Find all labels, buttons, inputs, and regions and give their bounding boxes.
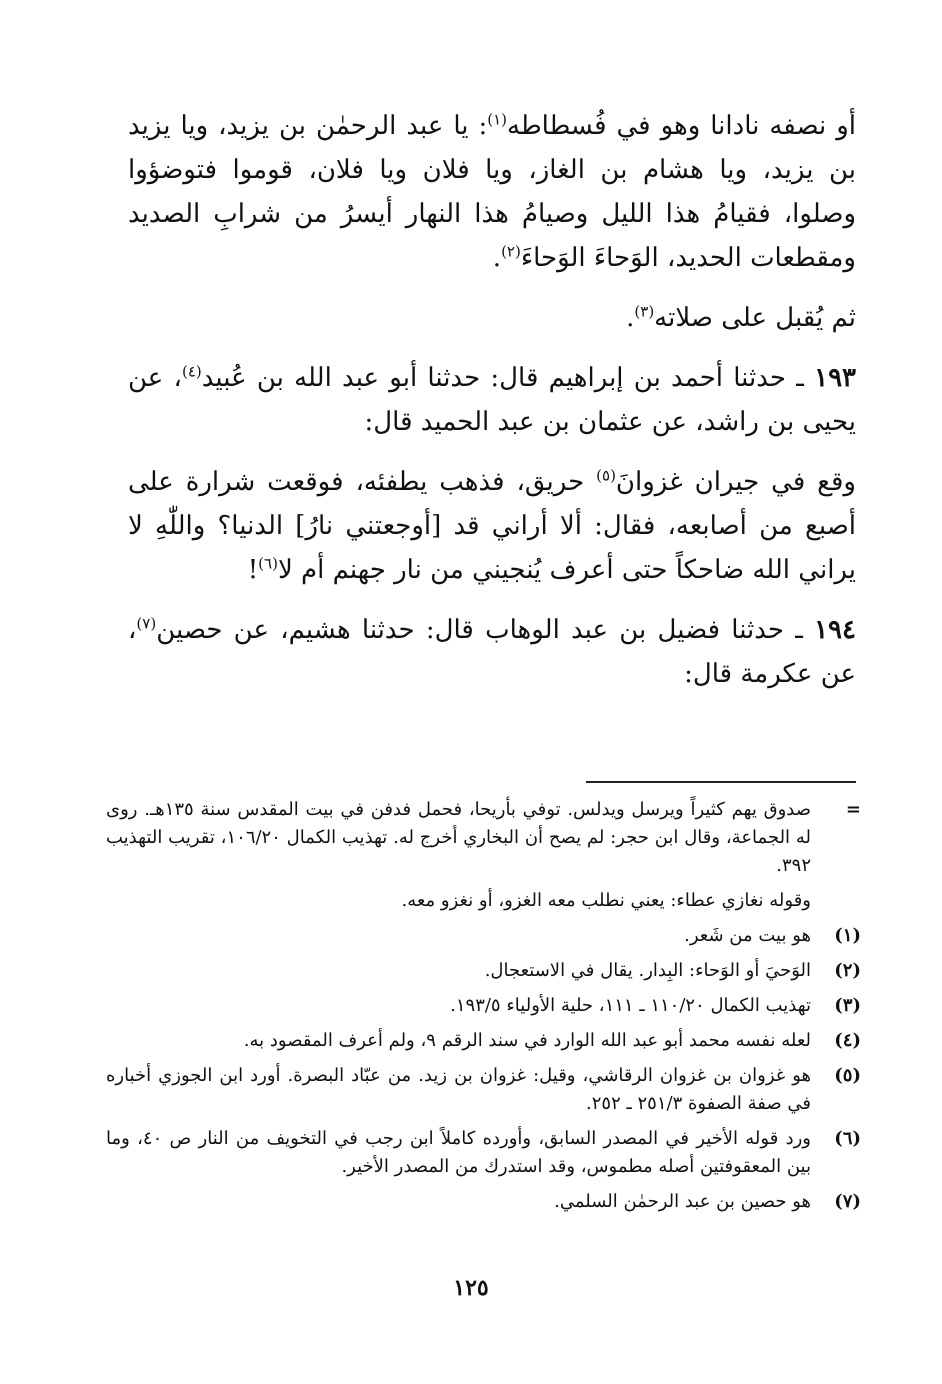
- paragraph-2-text-a: ثم يُقبل على صلاته: [654, 303, 856, 333]
- footnote-ref-4: (٤): [181, 362, 202, 381]
- paragraph-1-text-a: أو نصفه نادانا وهو في فُسطاطه: [507, 111, 856, 141]
- footnote-continuation-extra: وقوله نغازي عطاء: يعني نطلب معه الغزو، أو نغزو معه.: [401, 890, 811, 911]
- paragraph-4: [128, 460, 856, 592]
- paragraph-4-text-c: !: [247, 555, 259, 585]
- paragraph-2: [128, 296, 856, 340]
- footnote-ref-7: (٧): [136, 614, 157, 633]
- footnote-item: [106, 992, 861, 1020]
- footnote-item: [106, 1125, 861, 1181]
- paragraph-5-text-b: ، عن عكرمة قال:: [128, 615, 856, 689]
- footnote-text: لعله نفسه محمد أبو عبد الله الوارد في سند الرقم ٩، ولم أعرف المقصود به.: [243, 1030, 811, 1051]
- footnote-text: هو غزوان بن غزوان الرقاشي، وقيل: غزوان بن زيد. من عبّاد البصرة. أورد ابن الجوزي أخباره في صفة الصفوة ٢٥١/٣ ـ ٢٥٢.: [106, 1065, 811, 1114]
- footnote-marker: (٢): [834, 960, 861, 981]
- footnote-continuation: [106, 796, 861, 880]
- hadith-number-193: ١٩٣: [814, 363, 857, 393]
- paragraph-3-text-b: ، عن يحيى بن راشد، عن عثمان بن عبد الحميد قال:: [128, 363, 856, 437]
- footnote-ref-5: (٥): [596, 466, 616, 485]
- footnote-ref-2: (٢): [501, 242, 521, 261]
- footnotes: [106, 796, 861, 1223]
- footnote-item: [106, 1027, 861, 1055]
- main-text: [128, 104, 856, 712]
- footnote-continuation-text: صدوق يهم كثيراً ويرسل ويدلس. توفي بأريحا، فحمل فدفن في بيت المقدس سنة ١٣٥هـ. روى له الجماعة، وقال ابن حجر: لم يصح أن البخاري أخرج له. تهذيب الكمال ١٠٦/٢٠، تقريب التهذيب ٣٩٢.: [106, 799, 811, 876]
- footnote-separator: [586, 781, 856, 783]
- footnote-item: [106, 957, 861, 985]
- footnote-text: هو بيت من شَعر.: [684, 925, 811, 946]
- footnote-text: تهذيب الكمال ١١٠/٢٠ ـ ١١١، حلية الأولياء ١٩٣/٥.: [450, 995, 811, 1016]
- footnote-text: هو حصين بن عبد الرحمٰن السلمي.: [554, 1191, 811, 1212]
- footnote-marker: (١): [834, 925, 861, 946]
- footnote-item: [106, 1188, 861, 1216]
- page-number: ١٢٥: [453, 1275, 489, 1301]
- footnote-ref-1: (١): [487, 110, 508, 129]
- footnote-marker: (٦): [834, 1128, 861, 1149]
- footnote-item: [106, 1062, 861, 1118]
- paragraph-4-text-a: وقع في جيران غزوانَ: [615, 467, 856, 497]
- paragraph-1-text-b: : يا عبد الرحمٰن بن يزيد، ويا يزيد بن يزيد، ويا هشام بن الغاز، ويا فلان ويا فلان، قوموا فتوضؤوا وصلوا، فقيامُ هذا الليل وصيامُ هذا النهار أيسرُ من شرابِ الصديد ومقطعات الحديد، الوَحاءَ الوَحاءَ: [128, 111, 856, 273]
- footnote-text: الوَحيَ أو الوَحاء: البِدار. يقال في الاستعجال.: [484, 960, 811, 981]
- paragraph-5-text-a: ـ حدثنا فضيل بن عبد الوهاب قال: حدثنا هشيم، عن حصين: [156, 615, 815, 645]
- footnote-marker: (٤): [834, 1030, 861, 1051]
- footnote-continuation-marker: =: [845, 799, 861, 820]
- footnote-marker: (٧): [834, 1191, 861, 1212]
- footnote-marker: (٣): [834, 995, 861, 1016]
- footnote-marker: (٥): [834, 1065, 861, 1086]
- paragraph-1: [128, 104, 856, 280]
- paragraph-5: [128, 608, 856, 696]
- footnote-ref-3: (٣): [634, 302, 655, 321]
- footnote-item: [106, 922, 861, 950]
- paragraph-2-text-b: .: [626, 303, 635, 333]
- paragraph-3: [128, 356, 856, 444]
- paragraph-1-text-c: .: [492, 243, 502, 273]
- paragraph-4-text-b: حريق، فذهب يطفئه، فوقعت شرارة على أصبع من أصابعه، فقال: ألا أراني قد [أوجعتني نارُ] الدنيا؟ واللّٰهِ لا يراني الله ضاحكاً حتى أعرف يُنجيني من نار جهنم أم لا: [128, 467, 856, 585]
- footnote-text: ورد قوله الأخير في المصدر السابق، وأورده كاملاً ابن رجب في التخويف من النار ص ٤٠، وما بين المعقوفتين أصله مطموس، وقد استدرك من المصدر الأخير.: [106, 1128, 811, 1177]
- paragraph-3-text-a: ـ حدثنا أحمد بن إبراهيم قال: حدثنا أبو عبد الله بن عُبيد: [201, 363, 815, 393]
- footnote-ref-6: (٦): [258, 554, 278, 573]
- hadith-number-194: ١٩٤: [814, 615, 856, 645]
